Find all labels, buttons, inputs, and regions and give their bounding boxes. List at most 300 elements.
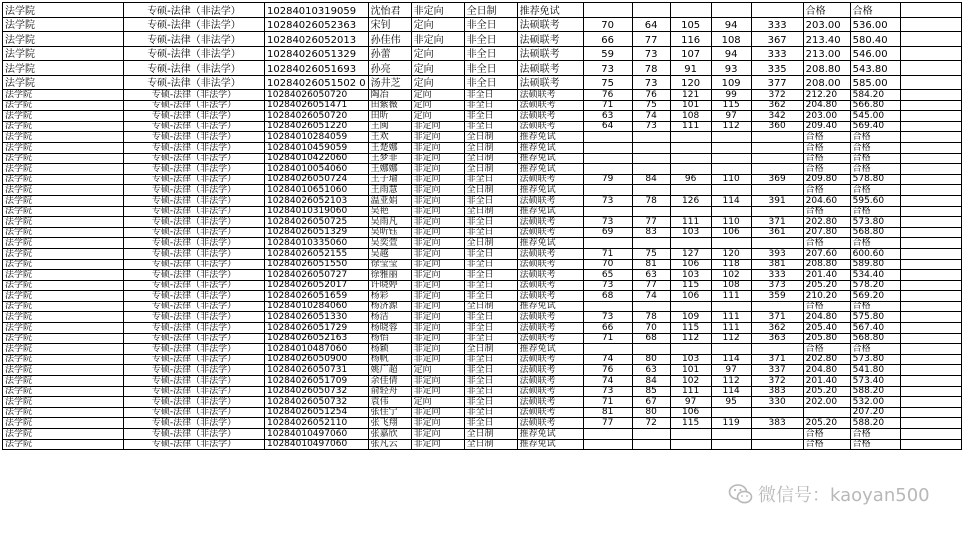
cell-exam-type: 法硕联考: [517, 121, 583, 132]
cell-score-interview: 合格: [803, 344, 850, 355]
cell-college: 法学院: [3, 206, 124, 217]
cell-score-total: [751, 185, 803, 196]
cell-score-politics: 69: [583, 227, 632, 238]
cell-exam-number: 10284026050727: [265, 270, 369, 281]
cell-study-mode: 全日制: [464, 301, 517, 312]
cell-directional: 非定向: [411, 386, 464, 397]
cell-exam-number: 10284010335060: [265, 238, 369, 249]
cell-exam-type: 法硕联考: [517, 259, 583, 270]
cell-score-english: [632, 439, 670, 450]
cell-exam-type: 推荐免试: [517, 164, 583, 175]
cell-exam-number: 10284010487060: [265, 344, 369, 355]
cell-exam-number: 10284026051693: [265, 61, 369, 76]
cell-score-total: [751, 153, 803, 164]
cell-directional: 定向: [411, 61, 464, 76]
cell-program: 专硕-法律（非法学）: [124, 90, 265, 101]
cell-score-final: 545.00: [850, 111, 900, 122]
cell-score-comprehensive: 114: [711, 386, 751, 397]
cell-college: 法学院: [3, 291, 124, 302]
cell-name: 吴艳: [368, 206, 411, 217]
cell-score-comprehensive: [711, 407, 751, 418]
cell-study-mode: 非全日: [464, 333, 517, 344]
cell-score-total: 333: [751, 17, 803, 32]
cell-exam-number: 10284026052363: [265, 17, 369, 32]
cell-directional: 非定向: [411, 333, 464, 344]
cell-program: 专硕-法律（非法学）: [124, 323, 265, 334]
cell-study-mode: 全日制: [464, 238, 517, 249]
cell-program: 专硕-法律（非法学）: [124, 354, 265, 365]
cell-empty: [900, 61, 961, 76]
cell-score-english: 73: [632, 46, 670, 61]
cell-score-interview: 202.80: [803, 354, 850, 365]
cell-score-final: 573.40: [850, 376, 900, 387]
cell-study-mode: 非全日: [464, 280, 517, 291]
cell-exam-type: 法硕联考: [517, 217, 583, 228]
cell-empty: [900, 227, 961, 238]
cell-empty: [900, 142, 961, 153]
cell-study-mode: 非全日: [464, 32, 517, 47]
cell-score-interview: 205.20: [803, 280, 850, 291]
cell-name: 汤井芝: [368, 75, 411, 90]
cell-score-final: 合格: [850, 238, 900, 249]
cell-empty: [900, 270, 961, 281]
cell-score-comprehensive: 114: [711, 195, 751, 206]
watermark-text: 微信号：kaoyan500: [758, 485, 930, 506]
cell-score-politics: [583, 439, 632, 450]
cell-score-basic: [670, 153, 711, 164]
cell-college: 法学院: [3, 46, 124, 61]
cell-college: 法学院: [3, 280, 124, 291]
table-row: [3, 386, 962, 397]
cell-empty: [900, 344, 961, 355]
cell-program: 专硕-法律（非法学）: [124, 280, 265, 291]
cell-exam-type: 法硕联考: [517, 386, 583, 397]
cell-study-mode: 非全日: [464, 418, 517, 429]
cell-exam-number: 10284026052017: [265, 280, 369, 291]
cell-score-basic: 127: [670, 248, 711, 259]
cell-score-total: 371: [751, 354, 803, 365]
cell-score-interview: 213.40: [803, 32, 850, 47]
cell-empty: [900, 259, 961, 270]
cell-score-basic: 126: [670, 195, 711, 206]
cell-score-comprehensive: 118: [711, 259, 751, 270]
cell-score-politics: 59: [583, 46, 632, 61]
cell-score-final: 585.00: [850, 75, 900, 90]
cell-exam-type: 推荐免试: [517, 439, 583, 450]
cell-score-comprehensive: 97: [711, 365, 751, 376]
cell-program: 专硕-法律（非法学）: [124, 185, 265, 196]
cell-score-total: 377: [751, 75, 803, 90]
cell-score-politics: 63: [583, 111, 632, 122]
cell-program: 专硕-法律（非法学）: [124, 259, 265, 270]
cell-score-total: [751, 164, 803, 175]
cell-name: 张凡云: [368, 439, 411, 450]
cell-exam-type: 法硕联考: [517, 227, 583, 238]
cell-study-mode: 非全日: [464, 46, 517, 61]
cell-score-english: 84: [632, 174, 670, 185]
cell-score-basic: 111: [670, 386, 711, 397]
cell-score-english: 77: [632, 217, 670, 228]
cell-directional: 非定向: [411, 3, 464, 18]
cell-name: 俞轻舟: [368, 386, 411, 397]
cell-score-politics: 68: [583, 291, 632, 302]
cell-exam-type: 法硕联考: [517, 280, 583, 291]
cell-directional: 非定向: [411, 217, 464, 228]
cell-exam-type: 法硕联考: [517, 365, 583, 376]
cell-score-final: 合格: [850, 429, 900, 440]
cell-score-basic: 115: [670, 323, 711, 334]
cell-score-total: 371: [751, 312, 803, 323]
table-row: [3, 376, 962, 387]
cell-exam-number: 10284010497060: [265, 429, 369, 440]
cell-score-total: 333: [751, 46, 803, 61]
cell-score-final: 合格: [850, 439, 900, 450]
cell-college: 法学院: [3, 407, 124, 418]
cell-exam-number: 10284026051471: [265, 100, 369, 111]
cell-score-english: 78: [632, 195, 670, 206]
cell-exam-type: 法硕联考: [517, 376, 583, 387]
cell-score-comprehensive: 94: [711, 17, 751, 32]
table-row: [3, 17, 962, 32]
cell-exam-type: 推荐免试: [517, 153, 583, 164]
cell-exam-type: 推荐免试: [517, 238, 583, 249]
cell-score-interview: 204.80: [803, 312, 850, 323]
cell-score-interview: 合格: [803, 429, 850, 440]
cell-study-mode: 非全日: [464, 248, 517, 259]
cell-empty: [900, 376, 961, 387]
cell-name: 杨济源: [368, 301, 411, 312]
cell-program: 专硕-法律（非法学）: [124, 376, 265, 387]
cell-exam-number: 10284010319059: [265, 3, 369, 18]
cell-directional: 非定向: [411, 418, 464, 429]
cell-score-total: 342: [751, 111, 803, 122]
cell-directional: 非定向: [411, 32, 464, 47]
cell-score-total: 337: [751, 365, 803, 376]
cell-study-mode: 非全日: [464, 61, 517, 76]
cell-score-comprehensive: 110: [711, 174, 751, 185]
cell-empty: [900, 429, 961, 440]
cell-score-final: 567.40: [850, 323, 900, 334]
cell-score-comprehensive: 112: [711, 376, 751, 387]
cell-score-comprehensive: 111: [711, 323, 751, 334]
table-row: [3, 153, 962, 164]
cell-directional: 非定向: [411, 206, 464, 217]
cell-study-mode: 全日制: [464, 429, 517, 440]
table-row: [3, 46, 962, 61]
cell-college: 法学院: [3, 429, 124, 440]
cell-score-english: 64: [632, 17, 670, 32]
cell-empty: [900, 323, 961, 334]
table-row: [3, 280, 962, 291]
cell-score-english: 74: [632, 291, 670, 302]
cell-score-interview: 204.60: [803, 195, 850, 206]
cell-score-english: [632, 132, 670, 143]
cell-college: 法学院: [3, 3, 124, 18]
cell-score-politics: 71: [583, 397, 632, 408]
cell-exam-type: 推荐免试: [517, 132, 583, 143]
cell-name: 徐莹莹: [368, 259, 411, 270]
cell-score-english: 70: [632, 323, 670, 334]
cell-name: 田紫薇: [368, 100, 411, 111]
cell-score-basic: 96: [670, 174, 711, 185]
cell-score-english: 77: [632, 32, 670, 47]
cell-score-english: 84: [632, 376, 670, 387]
cell-score-politics: [583, 301, 632, 312]
cell-score-total: 372: [751, 376, 803, 387]
cell-score-english: 78: [632, 61, 670, 76]
cell-empty: [900, 164, 961, 175]
cell-exam-number: 10284010422060: [265, 153, 369, 164]
cell-college: 法学院: [3, 227, 124, 238]
cell-score-interview: 合格: [803, 301, 850, 312]
cell-empty: [900, 301, 961, 312]
cell-name: 王雨慧: [368, 185, 411, 196]
cell-name: 孙亮: [368, 61, 411, 76]
cell-empty: [900, 90, 961, 101]
cell-score-comprehensive: 106: [711, 227, 751, 238]
cell-score-politics: 71: [583, 100, 632, 111]
cell-name: 杨帆: [368, 354, 411, 365]
cell-college: 法学院: [3, 90, 124, 101]
cell-score-comprehensive: 109: [711, 75, 751, 90]
cell-college: 法学院: [3, 386, 124, 397]
cell-score-final: 600.60: [850, 248, 900, 259]
cell-score-comprehensive: 115: [711, 100, 751, 111]
cell-score-interview: 205.40: [803, 323, 850, 334]
cell-score-politics: 73: [583, 312, 632, 323]
cell-score-final: 合格: [850, 3, 900, 18]
cell-score-total: 363: [751, 333, 803, 344]
cell-directional: 非定向: [411, 429, 464, 440]
cell-score-comprehensive: [711, 238, 751, 249]
cell-score-politics: [583, 238, 632, 249]
cell-score-interview: 204.80: [803, 100, 850, 111]
cell-exam-number: 10284026051220: [265, 121, 369, 132]
cell-study-mode: 非全日: [464, 121, 517, 132]
table-row: [3, 121, 962, 132]
cell-directional: 非定向: [411, 354, 464, 365]
cell-score-basic: 107: [670, 46, 711, 61]
cell-directional: 定向: [411, 46, 464, 61]
cell-empty: [900, 121, 961, 132]
cell-score-interview: 205.20: [803, 386, 850, 397]
table-row: [3, 32, 962, 47]
cell-college: 法学院: [3, 259, 124, 270]
cell-directional: 非定向: [411, 227, 464, 238]
cell-score-basic: 116: [670, 32, 711, 47]
cell-exam-number: 10284026050725: [265, 217, 369, 228]
cell-score-basic: [670, 132, 711, 143]
cell-directional: 非定向: [411, 142, 464, 153]
cell-exam-type: 法硕联考: [517, 111, 583, 122]
cell-score-interview: 合格: [803, 164, 850, 175]
cell-score-final: 589.80: [850, 259, 900, 270]
cell-score-politics: 79: [583, 174, 632, 185]
cell-name: 徐雅丽: [368, 270, 411, 281]
cell-score-final: 合格: [850, 301, 900, 312]
cell-program: 专硕-法律（非法学）: [124, 365, 265, 376]
cell-directional: 定向: [411, 365, 464, 376]
cell-college: 法学院: [3, 397, 124, 408]
cell-score-politics: 73: [583, 386, 632, 397]
cell-exam-type: 推荐免试: [517, 344, 583, 355]
cell-score-english: 83: [632, 227, 670, 238]
cell-exam-type: 推荐免试: [517, 3, 583, 18]
cell-score-politics: 73: [583, 280, 632, 291]
cell-study-mode: 非全日: [464, 270, 517, 281]
cell-name: 姚广超: [368, 365, 411, 376]
cell-score-comprehensive: [711, 3, 751, 18]
cell-study-mode: 非全日: [464, 323, 517, 334]
cell-score-comprehensive: 102: [711, 270, 751, 281]
cell-score-interview: 合格: [803, 206, 850, 217]
cell-score-total: [751, 429, 803, 440]
cell-score-interview: 合格: [803, 238, 850, 249]
cell-score-interview: 207.60: [803, 248, 850, 259]
cell-exam-number: 10284026052103: [265, 195, 369, 206]
cell-college: 法学院: [3, 32, 124, 47]
cell-exam-number: 10284010284060: [265, 301, 369, 312]
cell-study-mode: 全日制: [464, 3, 517, 18]
cell-program: 专硕-法律（非法学）: [124, 248, 265, 259]
table-row: [3, 301, 962, 312]
cell-study-mode: 非全日: [464, 174, 517, 185]
cell-score-interview: 合格: [803, 142, 850, 153]
cell-empty: [900, 100, 961, 111]
cell-score-total: 362: [751, 100, 803, 111]
cell-score-politics: 74: [583, 354, 632, 365]
cell-exam-number: 10284010459059: [265, 142, 369, 153]
cell-score-total: 371: [751, 217, 803, 228]
cell-exam-number: 10284026050732: [265, 386, 369, 397]
cell-score-basic: 115: [670, 280, 711, 291]
cell-score-politics: [583, 153, 632, 164]
cell-directional: 非定向: [411, 195, 464, 206]
cell-score-total: 330: [751, 397, 803, 408]
cell-score-total: [751, 301, 803, 312]
table-row: [3, 111, 962, 122]
cell-score-politics: 76: [583, 90, 632, 101]
cell-score-interview: [803, 407, 850, 418]
cell-exam-type: 推荐免试: [517, 429, 583, 440]
cell-empty: [900, 439, 961, 450]
cell-score-basic: 102: [670, 376, 711, 387]
cell-score-english: 63: [632, 270, 670, 281]
cell-exam-type: 法硕联考: [517, 174, 583, 185]
cell-score-final: 573.80: [850, 217, 900, 228]
cell-exam-number: 10284026051659: [265, 291, 369, 302]
cell-empty: [900, 217, 961, 228]
cell-score-comprehensive: [711, 142, 751, 153]
cell-empty: [900, 17, 961, 32]
cell-college: 法学院: [3, 312, 124, 323]
cell-score-final: 595.60: [850, 195, 900, 206]
cell-directional: 非定向: [411, 376, 464, 387]
cell-directional: 非定向: [411, 270, 464, 281]
cell-exam-number: 10284010497060: [265, 439, 369, 450]
cell-college: 法学院: [3, 164, 124, 175]
cell-score-english: 68: [632, 333, 670, 344]
cell-exam-type: 法硕联考: [517, 418, 583, 429]
cell-score-comprehensive: [711, 153, 751, 164]
cell-name: 田昕: [368, 111, 411, 122]
cell-empty: [900, 312, 961, 323]
table-row: [3, 439, 962, 450]
cell-empty: [900, 153, 961, 164]
cell-college: 法学院: [3, 439, 124, 450]
cell-score-comprehensive: [711, 185, 751, 196]
cell-score-english: [632, 142, 670, 153]
cell-study-mode: 非全日: [464, 365, 517, 376]
cell-score-interview: 208.80: [803, 259, 850, 270]
cell-score-politics: [583, 185, 632, 196]
cell-college: 法学院: [3, 333, 124, 344]
cell-name: 温亚娟: [368, 195, 411, 206]
cell-score-english: 75: [632, 100, 670, 111]
cell-college: 法学院: [3, 174, 124, 185]
cell-directional: 非定向: [411, 301, 464, 312]
cell-score-basic: [670, 344, 711, 355]
cell-directional: 定向: [411, 90, 464, 101]
cell-score-total: 372: [751, 90, 803, 101]
cell-score-interview: 205.80: [803, 333, 850, 344]
cell-exam-number: 10284026050732: [265, 397, 369, 408]
cell-study-mode: 非全日: [464, 195, 517, 206]
cell-empty: [900, 248, 961, 259]
cell-score-total: 333: [751, 270, 803, 281]
cell-score-total: 391: [751, 195, 803, 206]
cell-score-politics: [583, 132, 632, 143]
cell-score-politics: 65: [583, 270, 632, 281]
cell-program: 专硕-法律（非法学）: [124, 418, 265, 429]
cell-program: 专硕-法律（非法学）: [124, 111, 265, 122]
cell-score-comprehensive: [711, 164, 751, 175]
cell-college: 法学院: [3, 376, 124, 387]
table-row: [3, 100, 962, 111]
cell-directional: 定向: [411, 75, 464, 90]
cell-score-politics: 76: [583, 365, 632, 376]
cell-score-politics: [583, 344, 632, 355]
cell-score-basic: [670, 301, 711, 312]
cell-directional: 非定向: [411, 174, 464, 185]
cell-score-english: [632, 301, 670, 312]
cell-college: 法学院: [3, 17, 124, 32]
cell-college: 法学院: [3, 270, 124, 281]
cell-score-final: 合格: [850, 153, 900, 164]
cell-score-total: 367: [751, 32, 803, 47]
cell-score-basic: 109: [670, 312, 711, 323]
cell-score-basic: 108: [670, 111, 711, 122]
cell-directional: 非定向: [411, 132, 464, 143]
cell-program: 专硕-法律（非法学）: [124, 32, 265, 47]
cell-program: 专硕-法律（非法学）: [124, 121, 265, 132]
cell-score-english: [632, 344, 670, 355]
cell-score-politics: 73: [583, 61, 632, 76]
cell-name: 吴越: [368, 248, 411, 259]
cell-empty: [900, 407, 961, 418]
table-row: [3, 132, 962, 143]
cell-program: 专硕-法律（非法学）: [124, 195, 265, 206]
cell-score-basic: [670, 185, 711, 196]
cell-score-basic: 101: [670, 100, 711, 111]
cell-program: 专硕-法律（非法学）: [124, 270, 265, 281]
cell-score-politics: 66: [583, 32, 632, 47]
cell-score-interview: 合格: [803, 185, 850, 196]
table-row: [3, 227, 962, 238]
cell-directional: 定向: [411, 17, 464, 32]
cell-score-english: [632, 238, 670, 249]
cell-score-interview: 208.80: [803, 61, 850, 76]
